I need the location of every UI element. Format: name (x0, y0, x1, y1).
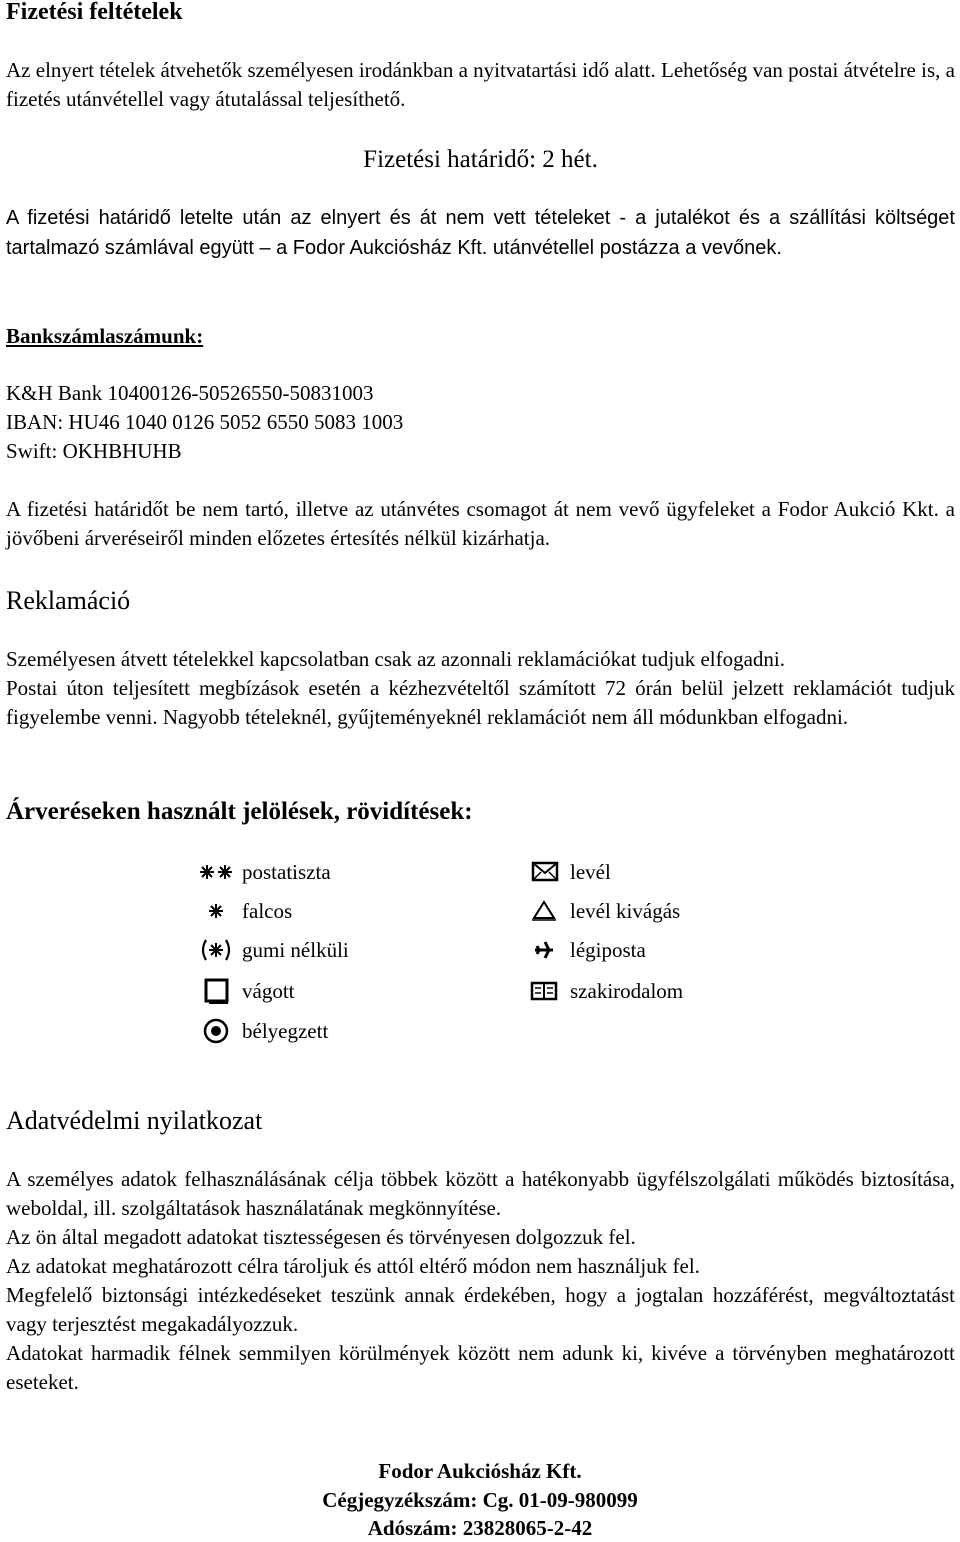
envelope-icon (526, 857, 562, 887)
footer-tax: Adószám: 23828065-2-42 (367, 1516, 593, 1540)
airplane-icon (526, 935, 562, 965)
footer-registry: Cégjegyzékszám: Cg. 01-09-980099 (322, 1488, 638, 1512)
bank-iban: IBAN: HU46 1040 0126 5052 6550 5083 1003 (6, 410, 404, 434)
legend-item (526, 857, 611, 887)
legend-label: vágott (242, 978, 295, 1003)
square-icon (198, 976, 234, 1006)
legend-label: levél (570, 859, 611, 884)
complaint-title: Reklamáció (6, 586, 131, 615)
legend-item (198, 1016, 328, 1046)
complaint-text: Postai úton teljesített megbízások esetén a kézhezvételtől számított 72 órán belül jelzett reklamációt tudjuk figyelembe venni. Nagyobb tételeknél, gyűjteményeknél reklamációt nem áll módunkban elfogadni. (6, 676, 955, 729)
parenthesized-asterisk-icon (198, 935, 234, 965)
complaint-line1: Személyesen átvett tételekkel kapcsolatban csak az azonnali reklamációkat tudjuk elfogadni. (6, 647, 786, 671)
legend-label: gumi nélküli (242, 937, 349, 962)
legend-item (526, 935, 646, 965)
legend-label: bélyegzett (242, 1018, 329, 1043)
legend-title: Árveréseken használt jelölések, rövidítések: (6, 798, 473, 825)
bank-heading: Bankszámlaszámunk: (6, 324, 204, 348)
payment-exclusion: A fizetési határidőt be nem tartó, illetve az utánvétes csomagot át nem vevő ügyfeleket a Fodor Aukció Kkt. a jövőbeni árveréseiről minden előzetes értesítés nélkül kizárhatja. (6, 497, 955, 550)
book-icon (526, 976, 562, 1006)
legend-item (526, 896, 680, 926)
asterisk-icon (198, 896, 234, 926)
circled-dot-icon (198, 1016, 234, 1046)
legend-label: szakirodalom (570, 978, 684, 1003)
legend-label: falcos (242, 898, 293, 923)
bank-swift: Swift: OKHBHUHB (6, 439, 182, 463)
privacy-p2: Az ön által megadott adatokat tisztességesen és törvényesen dolgozzuk fel. (6, 1225, 636, 1249)
legend-item (198, 857, 331, 887)
privacy-p1: A személyes adatok felhasználásának célja többek között a hatékonyabb ügyfélszolgálati működés biztosítása, weboldal, ill. szolgáltatások használatának megkönnyítése. (6, 1167, 955, 1220)
legend-label: légiposta (570, 937, 646, 962)
legend-item (198, 935, 349, 965)
legend-item (526, 976, 683, 1006)
legend-item (198, 976, 295, 1006)
privacy-title: Adatvédelmi nyilatkozat (6, 1106, 263, 1135)
legend-label: postatiszta (242, 859, 331, 884)
privacy-p5: Adatokat harmadik félnek semmilyen körülmények között nem adunk ki, kivéve a törvényben meghatározott eseteket. (6, 1341, 955, 1394)
legend-item (198, 896, 292, 926)
bank-account: K&H Bank 10400126-50526550-50831003 (6, 381, 374, 405)
footer-company: Fodor Aukciósház Kft. (378, 1459, 582, 1483)
legend-label: levél kivágás (570, 898, 681, 923)
payment-deadline: Fizetési határidő: 2 hét. (363, 146, 598, 173)
payment-after-deadline: A fizetési határidő letelte után az elnyert és át nem vett tételeket - a jutalékot és a szállítási költséget tartalmazó számlával együtt – a Fodor Aukciósház Kft. utánvétellel postázza a vevőnek. (6, 207, 955, 259)
privacy-p4: Megfelelő biztonsági intézkedéseket teszünk annak érdekében, hogy a jogtalan hozzáférést, megváltoztatást vagy terjesztést megakadályozzuk. (6, 1283, 955, 1336)
payment-title: Fizetési feltételek (6, 0, 183, 25)
payment-intro: Az elnyert tételek átvehetők személyesen irodánkban a nyitvatartási idő alatt. Lehetőség van postai átvételre is, a fizetés utánvétellel vagy átutalással teljesíthető. (6, 58, 955, 111)
privacy-p3: Az adatokat meghatározott célra tároljuk és attól eltérő módon nem használjuk fel. (6, 1254, 700, 1278)
triangle-icon (526, 896, 562, 926)
double-asterisk-icon (198, 857, 234, 887)
